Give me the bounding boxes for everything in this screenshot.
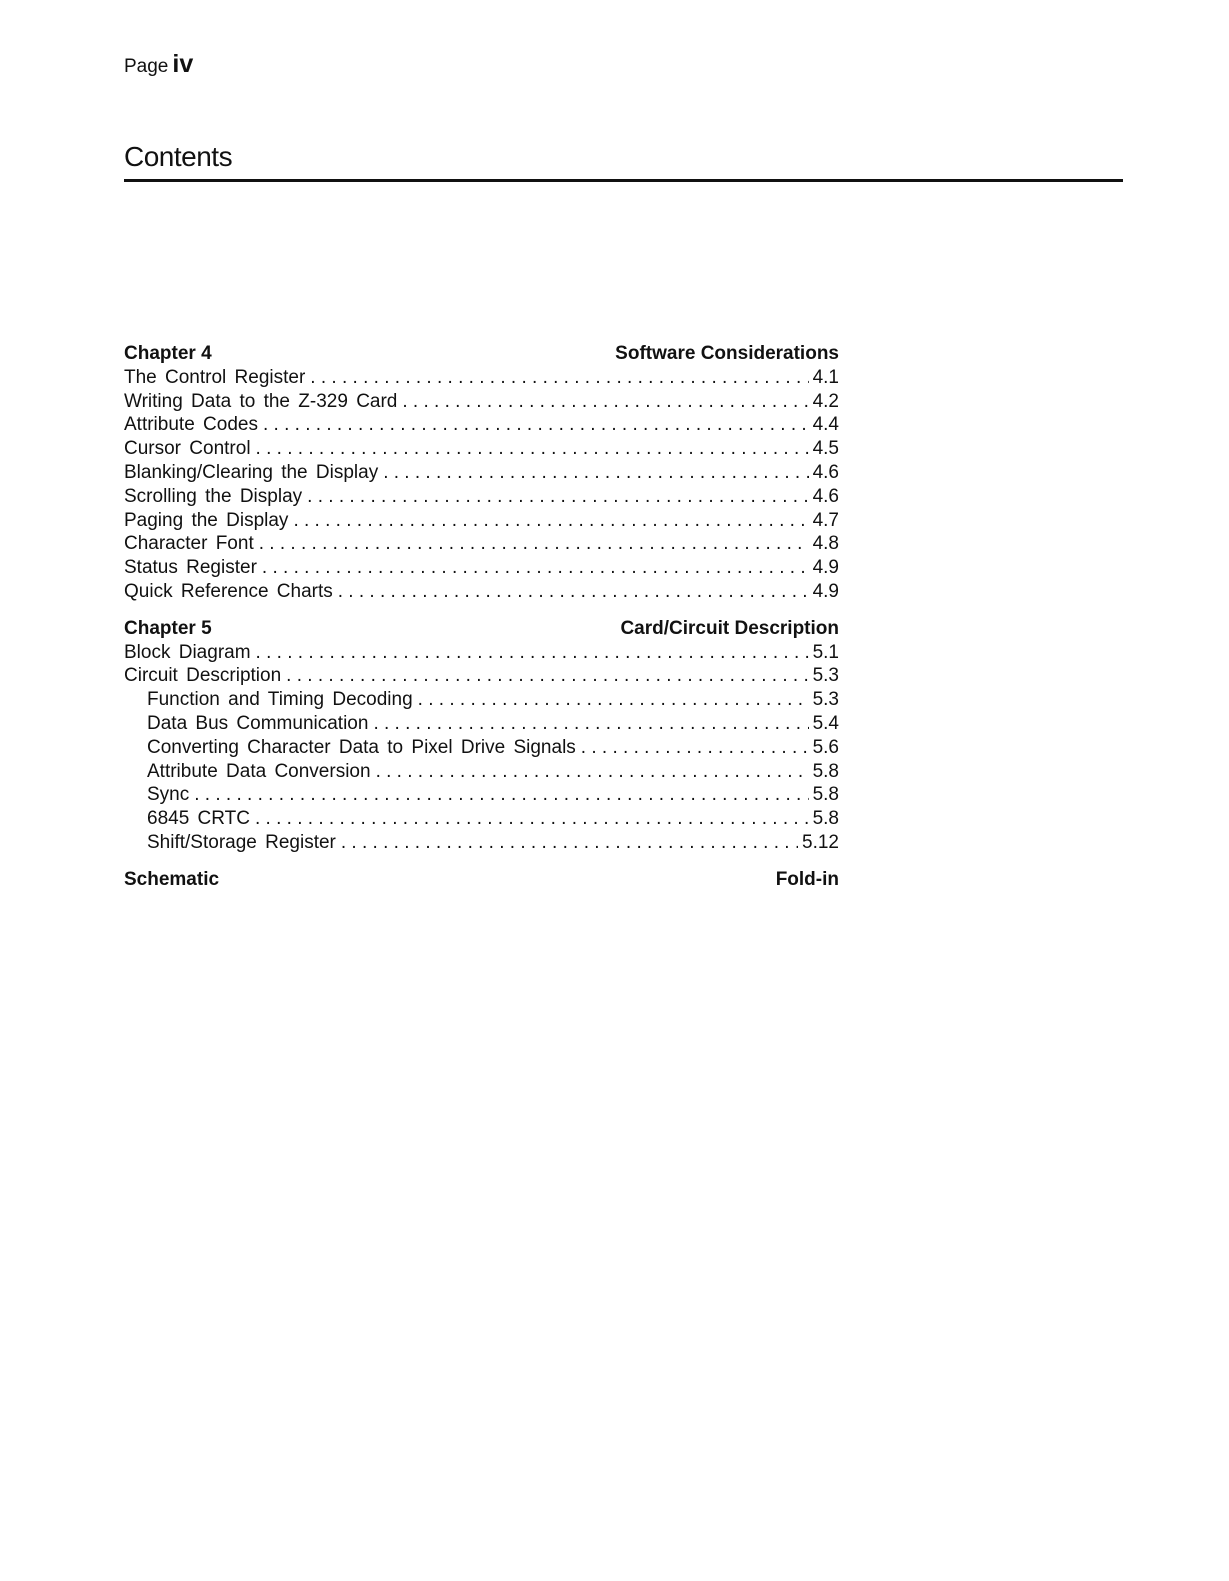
toc-entry[interactable] bbox=[124, 556, 839, 580]
toc-entry-label: Status Register bbox=[124, 557, 257, 579]
toc-entry-label: Block Diagram bbox=[124, 641, 251, 663]
dot-leader bbox=[293, 509, 808, 533]
chapter-5-section bbox=[124, 617, 839, 855]
chapter-4-section bbox=[124, 342, 839, 604]
toc-entry[interactable] bbox=[124, 366, 839, 390]
toc-entry-page: 4.9 bbox=[812, 557, 839, 579]
toc-subentry-page: 5.8 bbox=[812, 784, 839, 806]
dot-leader bbox=[255, 807, 809, 831]
schematic-label: Schematic bbox=[124, 868, 220, 890]
chapter-5-title: Card/Circuit Description bbox=[620, 617, 839, 639]
chapter-5-label: Chapter 5 bbox=[124, 617, 212, 639]
chapter-4-title: Software Considerations bbox=[615, 343, 839, 364]
toc-entry-page: 4.6 bbox=[812, 485, 839, 507]
dot-leader bbox=[194, 783, 808, 807]
schematic-heading bbox=[124, 868, 839, 892]
toc-entry[interactable] bbox=[124, 509, 839, 533]
toc-entry-label: Character Font bbox=[124, 533, 254, 555]
dot-leader bbox=[376, 760, 809, 784]
dot-leader bbox=[341, 831, 798, 855]
toc-entry-page: 5.3 bbox=[812, 665, 839, 687]
toc-entry[interactable] bbox=[124, 664, 839, 688]
toc-subentry[interactable] bbox=[124, 688, 839, 712]
toc-entry-page: 4.5 bbox=[812, 438, 839, 460]
dot-leader bbox=[373, 712, 808, 736]
chapter-4-label: Chapter 4 bbox=[124, 343, 212, 364]
toc-entry-page: 4.7 bbox=[812, 509, 839, 531]
toc-subentry-page: 5.12 bbox=[802, 831, 839, 853]
dot-leader bbox=[307, 485, 808, 509]
dot-leader bbox=[262, 556, 809, 580]
toc-subentry-label: Sync bbox=[147, 784, 190, 806]
toc-subentry-label: Attribute Data Conversion bbox=[147, 760, 371, 782]
toc-subentry-page: 5.4 bbox=[812, 712, 839, 734]
toc-subentry-label: Shift/Storage Register bbox=[147, 831, 336, 853]
dot-leader bbox=[402, 390, 808, 414]
toc-entry[interactable] bbox=[124, 390, 839, 414]
toc-subentry-label: Data Bus Communication bbox=[147, 712, 369, 734]
toc-entry[interactable] bbox=[124, 437, 839, 461]
dot-leader bbox=[259, 532, 809, 556]
toc-subentry-page: 5.8 bbox=[812, 808, 839, 830]
toc-subentry[interactable] bbox=[124, 760, 839, 784]
page-title: Contents bbox=[124, 141, 233, 172]
dot-leader bbox=[286, 664, 808, 688]
toc-entry-label: Cursor Control bbox=[124, 438, 251, 460]
toc-subentry-label: Converting Character Data to Pixel Drive Signals bbox=[147, 736, 576, 758]
toc-subentry[interactable] bbox=[124, 783, 839, 807]
toc-entry-label: Blanking/Clearing the Display bbox=[124, 461, 379, 483]
toc-entry-page: 4.9 bbox=[812, 580, 839, 602]
page-roman-numeral: iv bbox=[172, 50, 194, 78]
toc-entry[interactable] bbox=[124, 413, 839, 437]
toc-entry[interactable] bbox=[124, 485, 839, 509]
dot-leader bbox=[581, 736, 809, 760]
dot-leader bbox=[310, 366, 808, 390]
toc-entry-page: 4.6 bbox=[812, 461, 839, 483]
toc-entry-page: 5.1 bbox=[812, 641, 839, 663]
toc-subentry[interactable] bbox=[124, 807, 839, 831]
toc-subentry-page: 5.6 bbox=[812, 736, 839, 758]
toc-subentry-label: 6845 CRTC bbox=[147, 808, 250, 830]
dot-leader bbox=[418, 688, 809, 712]
toc-subentry[interactable] bbox=[124, 831, 839, 855]
dot-leader bbox=[383, 461, 808, 485]
toc-entry-label: The Control Register bbox=[124, 366, 306, 388]
dot-leader bbox=[338, 580, 809, 604]
toc-entry-label: Scrolling the Display bbox=[124, 485, 303, 507]
toc-entry[interactable] bbox=[124, 580, 839, 604]
toc-entry[interactable] bbox=[124, 532, 839, 556]
toc-entry-page: 4.8 bbox=[812, 533, 839, 555]
toc-subentry-page: 5.3 bbox=[812, 689, 839, 711]
toc-subentry[interactable] bbox=[124, 712, 839, 736]
toc-subentry-label: Function and Timing Decoding bbox=[147, 689, 413, 711]
schematic-section bbox=[124, 868, 839, 892]
title-rule bbox=[124, 179, 1123, 182]
table-of-contents bbox=[124, 342, 839, 892]
toc-entry-label: Attribute Codes bbox=[124, 414, 258, 436]
toc-entry-label: Writing Data to the Z-329 Card bbox=[124, 390, 398, 412]
toc-entry-page: 4.2 bbox=[812, 390, 839, 412]
page-prefix: Page bbox=[124, 56, 169, 77]
toc-subentry-page: 5.8 bbox=[812, 760, 839, 782]
chapter-4-heading bbox=[124, 342, 839, 366]
toc-entry[interactable] bbox=[124, 461, 839, 485]
dot-leader bbox=[263, 413, 809, 437]
chapter-5-heading bbox=[124, 617, 839, 641]
toc-entry-label: Paging the Display bbox=[124, 509, 289, 531]
toc-entry-page: 4.4 bbox=[812, 414, 839, 436]
toc-entry[interactable] bbox=[124, 641, 839, 665]
dot-leader bbox=[256, 437, 809, 461]
toc-entry-label: Circuit Description bbox=[124, 665, 282, 687]
toc-entry-label: Quick Reference Charts bbox=[124, 580, 333, 602]
schematic-title: Fold-in bbox=[775, 868, 839, 890]
toc-entry-page: 4.1 bbox=[812, 366, 839, 388]
dot-leader bbox=[256, 641, 809, 665]
toc-subentry[interactable] bbox=[124, 736, 839, 760]
page-number-label bbox=[124, 52, 193, 79]
